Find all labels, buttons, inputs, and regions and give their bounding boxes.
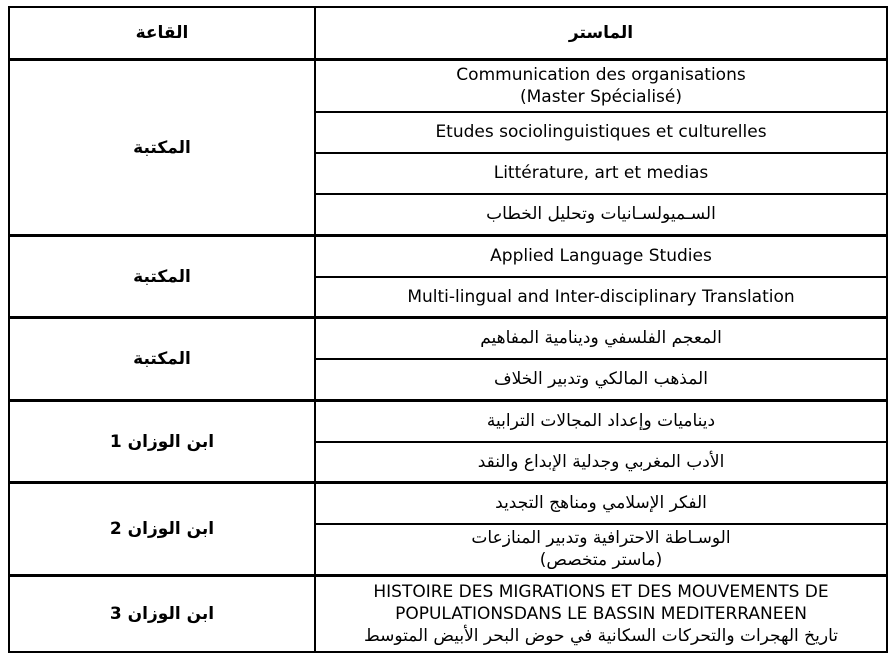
master-name-line: الفكر الإسلامي ومناهج التجديد <box>495 493 707 514</box>
master-cell <box>315 194 887 236</box>
master-cell <box>315 277 887 318</box>
table-row <box>9 236 887 277</box>
table-row <box>9 60 887 112</box>
master-name-line: ديناميات وإعداد المجالات الترابية <box>486 411 716 432</box>
master-cell <box>315 318 887 359</box>
table-row <box>9 318 887 359</box>
master-cell <box>315 576 887 652</box>
master-name-line: المعجم الفلسفي ودينامية المفاهيم <box>480 328 722 349</box>
master-name-line: السـميولسـانيات وتحليل الخطاب <box>486 204 716 225</box>
master-name-line: (Master Spécialisé) <box>519 86 682 107</box>
table-header-row <box>9 7 887 60</box>
hall-cell: ابن الوزان 3 <box>9 576 315 652</box>
hall-column-header: القاعة <box>9 7 315 60</box>
table-row <box>9 576 887 652</box>
hall-cell: المكتبة <box>9 236 315 318</box>
master-name-line: تاريخ الهجرات والتحركات السكانية في حوض البحر الأبيض المتوسط <box>363 625 839 646</box>
master-name-line: المذهب المالكي وتدبير الخلاف <box>494 369 708 390</box>
master-name-line: HISTOIRE DES MIGRATIONS ET DES MOUVEMENTS DE <box>373 581 829 602</box>
master-name-line: POPULATIONSDANS LE BASSIN MEDITERRANEEN <box>395 603 807 624</box>
master-cell <box>315 112 887 153</box>
master-name-line: Etudes sociolinguistiques et culturelles <box>435 122 767 142</box>
master-name-line: Littérature, art et medias <box>493 163 709 183</box>
master-cell <box>315 359 887 401</box>
master-name-line: Multi-lingual and Inter-disciplinary Translation <box>407 286 795 307</box>
master-cell <box>315 483 887 524</box>
master-cell <box>315 401 887 442</box>
master-name-line: الوسـاطة الاحترافية وتدبير المنازعات <box>471 528 731 549</box>
master-cell <box>315 442 887 483</box>
master-cell <box>315 524 887 576</box>
table-row <box>9 401 887 442</box>
table-row <box>9 483 887 524</box>
hall-cell: ابن الوزان 2 <box>9 483 315 576</box>
master-name-line: Communication des organisations <box>456 64 746 85</box>
master-cell <box>315 60 887 112</box>
hall-cell: المكتبة <box>9 318 315 401</box>
table-body <box>9 60 887 652</box>
master-cell <box>315 236 887 277</box>
master-cell <box>315 153 887 194</box>
master-column-header: الماستر <box>315 7 887 60</box>
master-name-line: (ماستر متخصص) <box>539 550 663 571</box>
master-hall-table <box>8 6 888 653</box>
hall-cell: المكتبة <box>9 60 315 236</box>
master-name-line: Applied Language Studies <box>490 246 712 267</box>
hall-cell: ابن الوزان 1 <box>9 401 315 483</box>
master-name-line: الأدب المغربي وجدلية الإبداع والنقد <box>477 451 725 472</box>
